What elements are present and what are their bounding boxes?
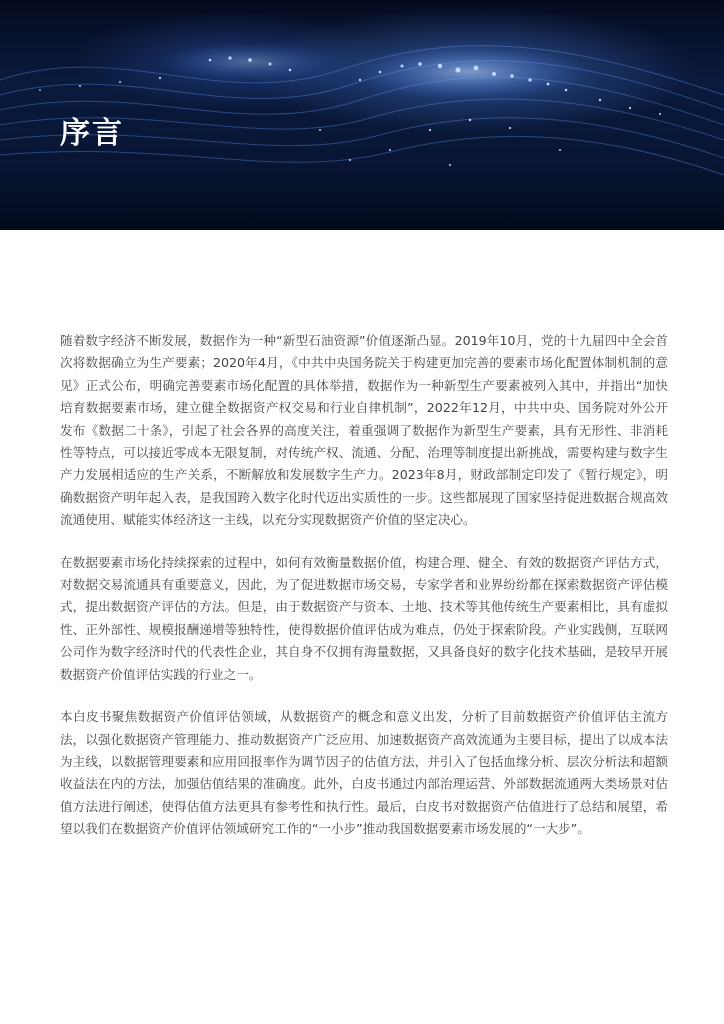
paragraph-3: 本白皮书聚焦数据资产价值评估领域，从数据资产的概念和意义出发，分析了目前数据资产价值评估主流方法，以强化数据资产管理能力、推动数据资产广泛应用、加速数据资产高效流通为主要目标，提出了以成本法为主线，以数据管理要素和应用回报率作为调节因子的估值方法，并引入了包括血缘分析、层次分析法和超额收益法在内的方法，加强估值结果的准确度。此外，白皮书通过内部治理运营、外部数据流通两大类场景对估值方法进行阐述，使得估值方法更具有参考性和执行性。最后，白皮书对数据资产估值进行了总结和展望，希望以我们在数据资产价值评估领域研究工作的“一小步”推动我国数据要素市场发展的“一大步”。 (60, 709, 668, 837)
paragraph-1: 随着数字经济不断发展，数据作为一种“新型石油资源”价值逐渐凸显。2019年10月，党的十九届四中全会首次将数据确立为生产要素；2020年4月，《中共中央国务院关于构建更加完善的要素市场化配置体制机制的意见》正式公布，明确完善要素市场化配置的具体举措，数据作为一种新型生产要素被列入其中，并指出“加快培育数据要素市场，建立健全数据资产权交易和行业自律机制”，2022年12月，中共中央、国务院对外公开发布《数据二十条》，引起了社会各界的高度关注，着重强调了数据作为新型生产要素，具有无形性、非消耗性等特点，可以接近零成本无限复制，对传统产权、流通、分配、治理等制度提出新挑战，需要构建与数字生产力发展相适应的生产关系，不断解放和发展数字生产力。2023年8月，财政部制定印发了《暂行规定》，明确数据资产明年起入表，是我国跨入数字化时代迈出实质性的一步。这些都展现了国家坚持促进数据合规高效流通使用、赋能实体经济这一主线，以充分实现数据资产价值的坚定决心。 (60, 333, 668, 528)
header-banner (0, 0, 724, 230)
preface-body (60, 330, 668, 861)
paragraph-2: 在数据要素市场化持续探索的过程中，如何有效衡量数据价值，构建合理、健全、有效的数据资产评估方式，对数据交易流通具有重要意义，因此，为了促进数据市场交易，专家学者和业界纷纷都在探索数据资产评估模式，提出数据资产评估的方法。但是，由于数据资产与资本、土地、技术等其他传统生产要素相比，具有虚拟性、正外部性、规模报酬递增等独特性，使得数据价值评估成为难点，仍处于探索阶段。产业实践侧，互联网公司作为数字经济时代的代表性企业，其自身不仅拥有海量数据，又具备良好的数字化技术基础，是较早开展数据资产价值评估实践的行业之一。 (60, 554, 668, 682)
page-title: 序言 (60, 116, 124, 151)
